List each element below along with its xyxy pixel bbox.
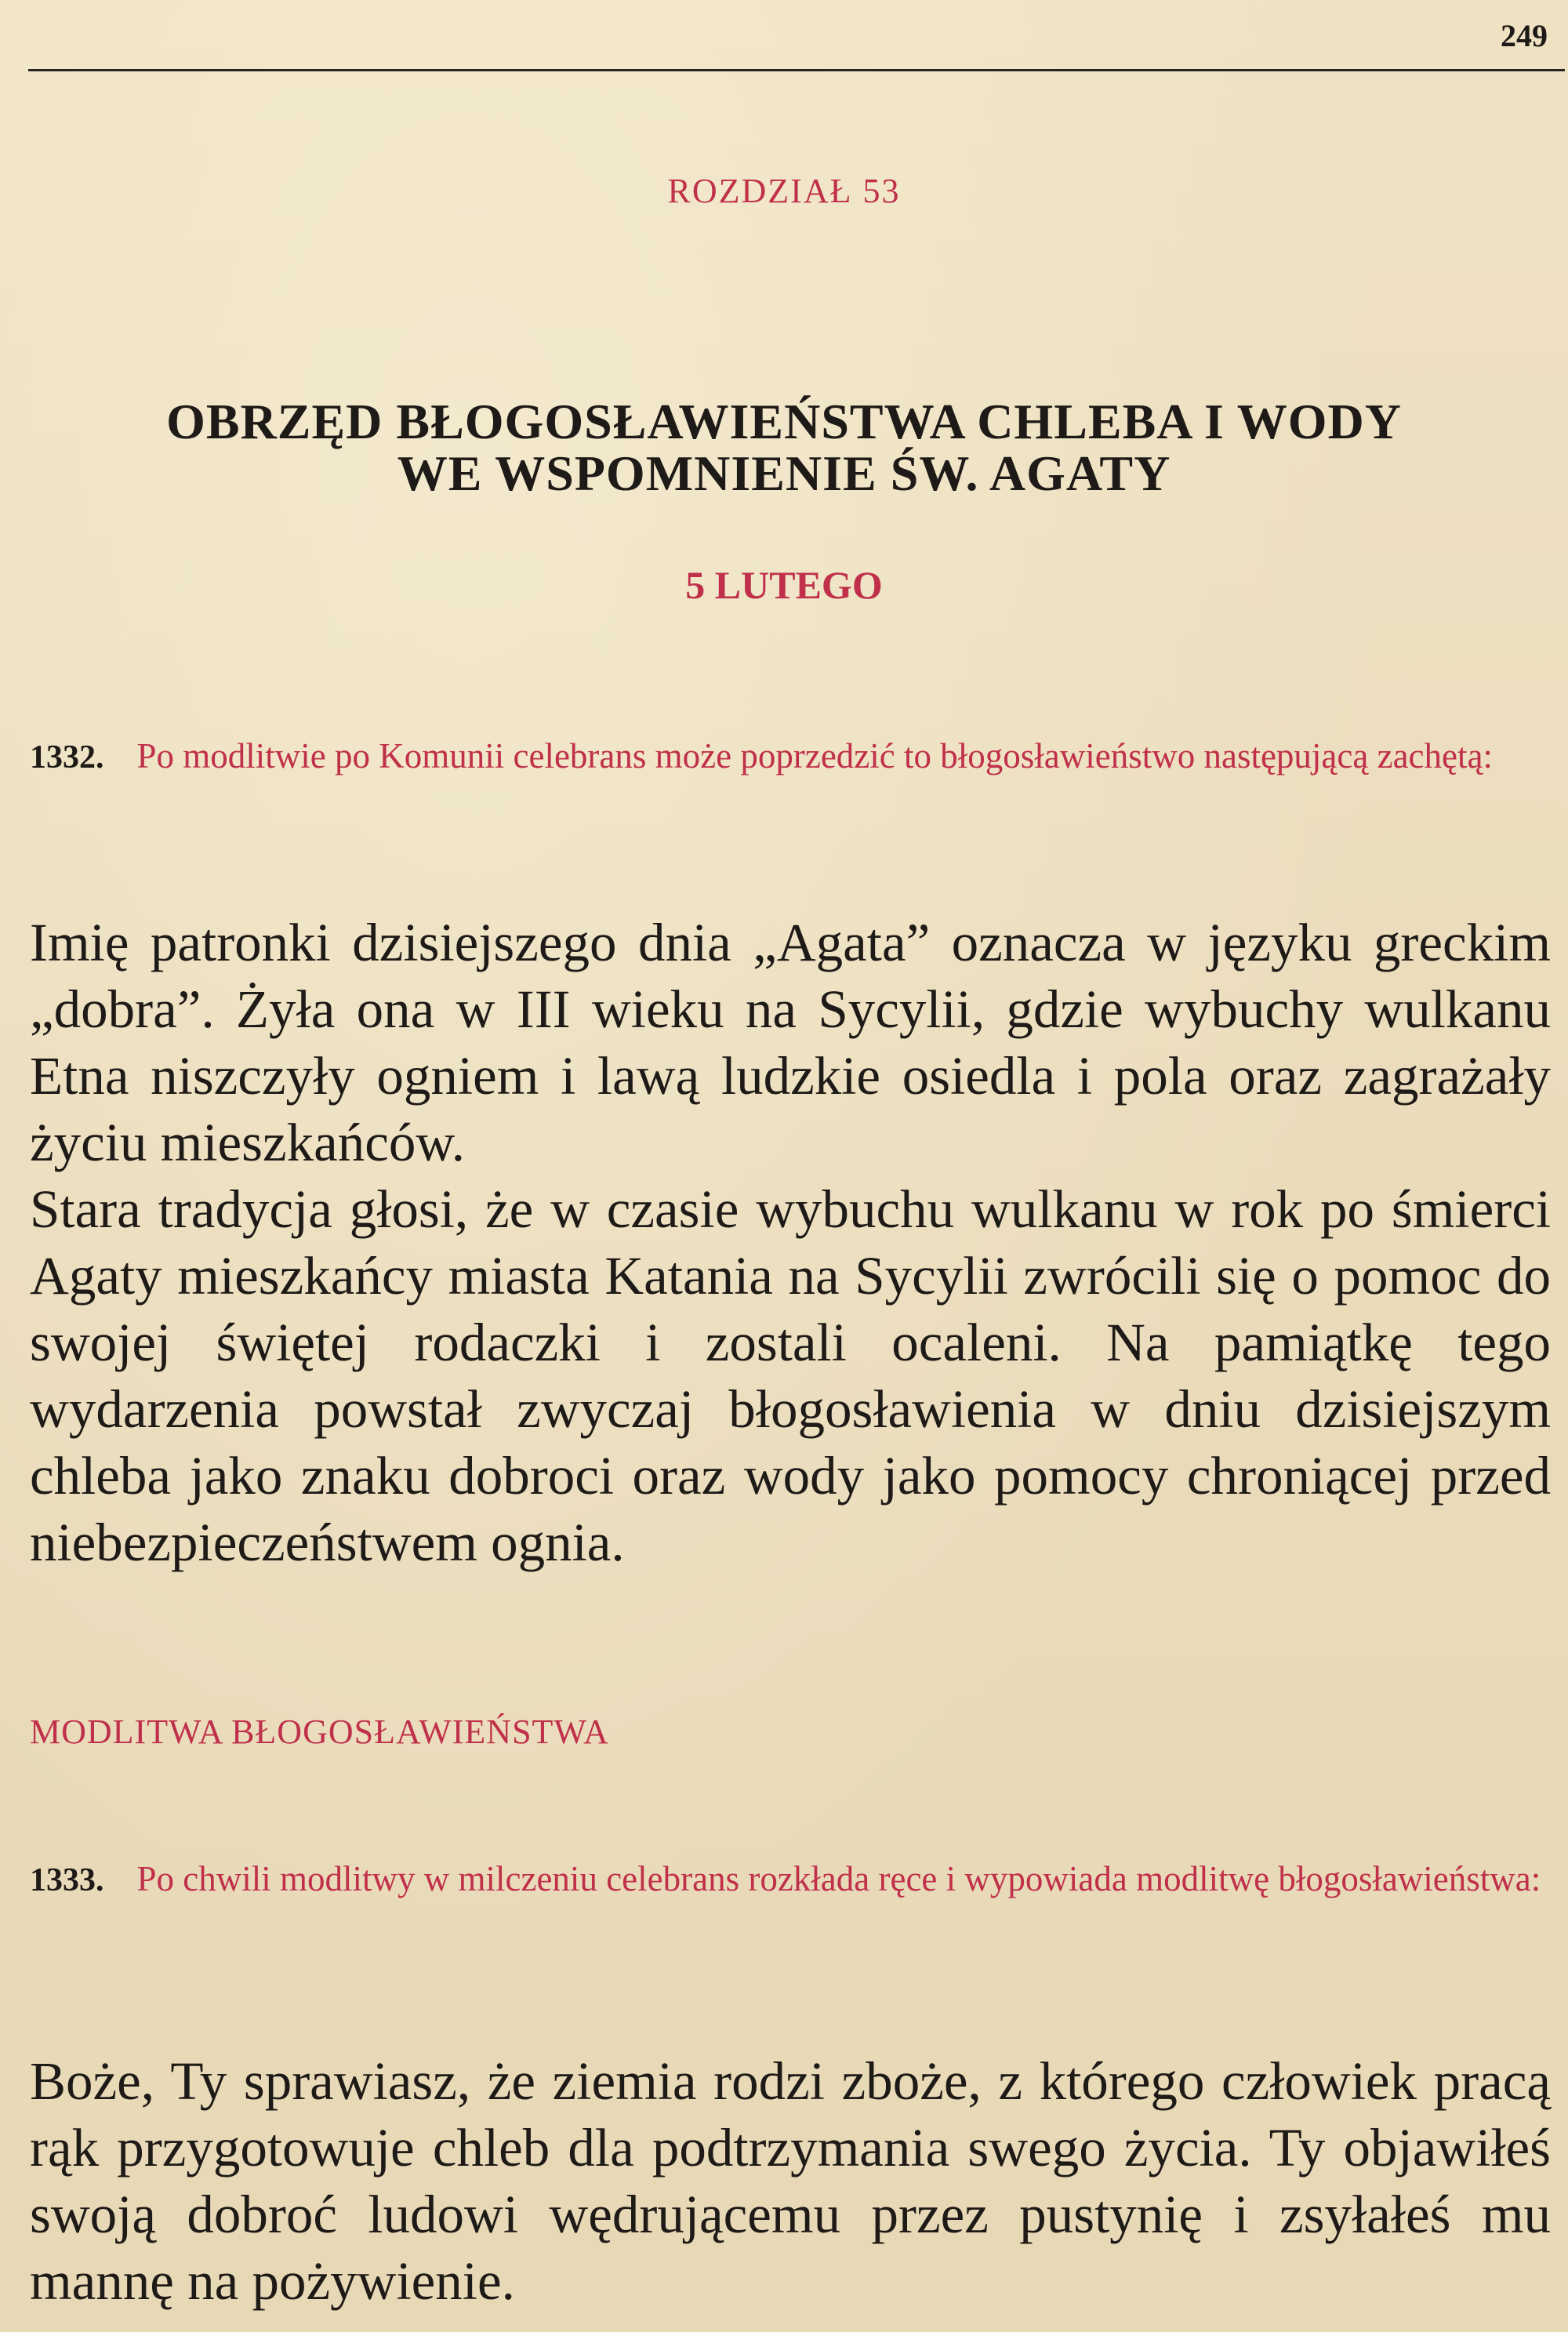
prayer-paragraph: Boże, Ty sprawiasz, że ziemia rodzi zboże, z którego człowiek pracą rąk przygotowuje chleb dla podtrzymania swego życia. Ty objawiłeś swoją dobroć ludowi wędrującemu przez pustynię i zsyłałeś mu mannę na pożywienie. <box>30 2051 1551 2311</box>
blessing-prayer-text <box>30 2048 1551 2315</box>
rite-date: 5 LUTEGO <box>685 563 883 607</box>
section-heading: MODLITWA BŁOGOSŁAWIEŃSTWA <box>30 1713 609 1751</box>
paragraph-number: 1333. <box>30 1862 104 1898</box>
chapter-label: ROZDZIAŁ 53 <box>667 172 901 210</box>
rite-title-line-2: WE WSPOMNIENIE ŚW. AGATY <box>397 445 1171 501</box>
intro-paragraph: Stara tradycja głosi, że w czasie wybuchu wulkanu w rok po śmierci Agaty mieszkańcy miasta Katania na Sycylii zwrócili się o pomoc do swojej świętej rodaczki i zostali ocaleni. Na pamiątkę tego wydarzenia powstał zwyczaj błogosławienia w dniu dzisiejszym chleba jako znaku dobroci oraz wody jako pomocy chroniącej przed niebezpieczeństwem ognia. <box>30 1179 1551 1572</box>
introduction-text <box>30 910 1551 1576</box>
rubric-text: Po chwili modlitwy w milczeniu celebrans rozkłada ręce i wypowiada modlitwę błogosławieństwa: <box>136 1859 1541 1898</box>
rubric-1333 <box>30 1858 1551 1902</box>
rite-title <box>63 396 1505 499</box>
rubric-1332 <box>30 735 1551 779</box>
intro-paragraph: Imię patronki dzisiejszego dnia „Agata” oznacza w języku greckim „dobra”. Żyła ona w III wieku na Sycylii, gdzie wybuchy wulkanu Etna niszczyły ogniem i lawą ludzkie osiedla i pola oraz zagrażały życiu mieszkańców. <box>30 913 1551 1172</box>
rite-title-line-1: OBRZĘD BŁOGOSŁAWIEŃSTWA CHLEBA I WODY <box>166 394 1402 449</box>
rubric-text: Po modlitwie po Komunii celebrans może poprzedzić to błogosławieństwo następującą zachętą: <box>136 736 1493 776</box>
page-number: 249 <box>1501 18 1548 53</box>
header-rule <box>28 69 1565 71</box>
paragraph-number: 1332. <box>30 739 104 776</box>
